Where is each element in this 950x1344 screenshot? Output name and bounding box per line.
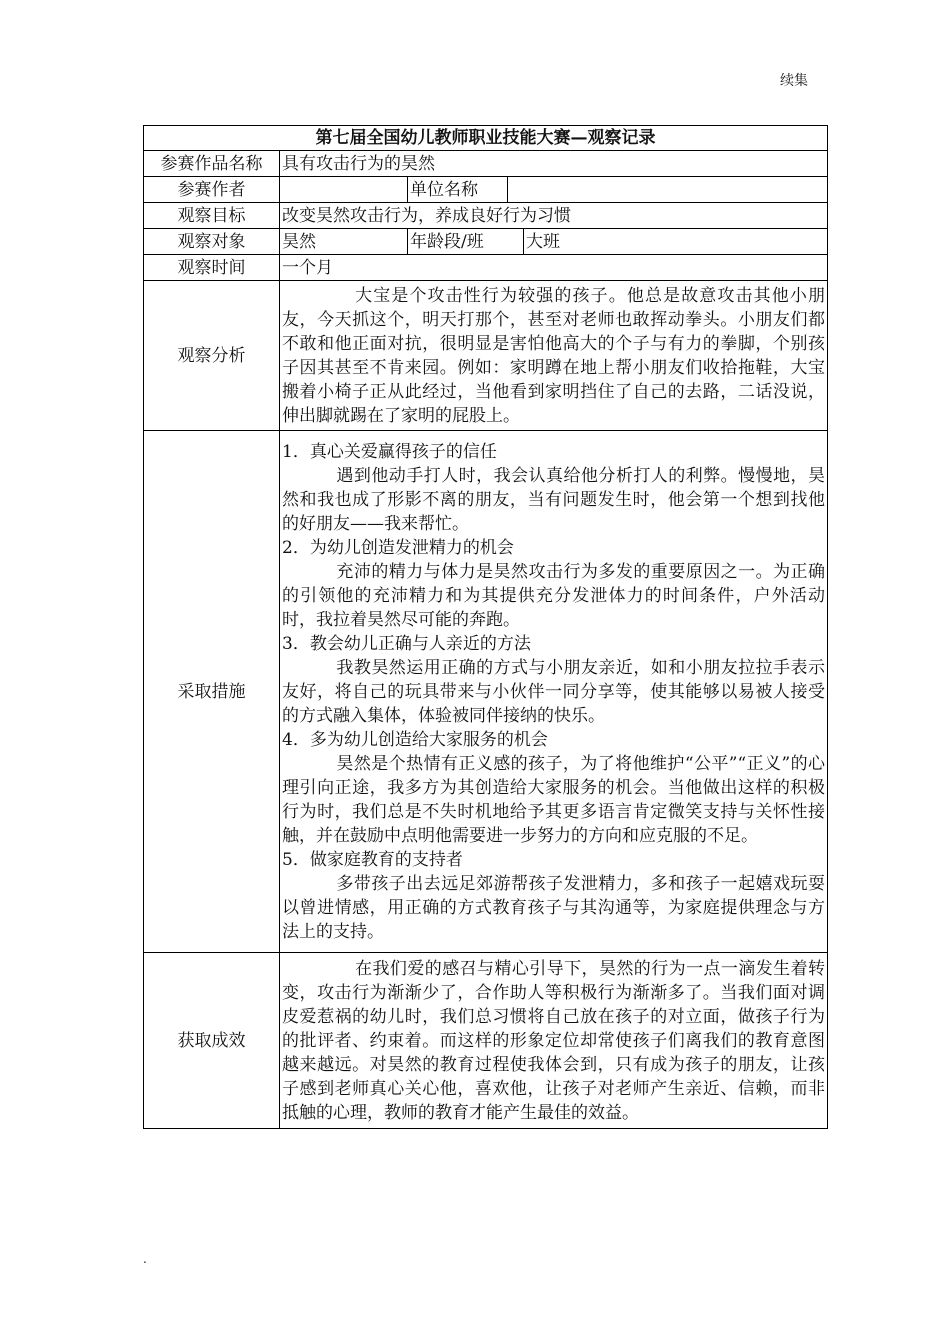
unit-name-value [508, 177, 828, 203]
time-label: 观察时间 [144, 255, 280, 281]
age-class-label: 年龄段/班 [408, 229, 524, 255]
analysis-text-cell [280, 281, 828, 431]
page-header-note: 续集 [780, 73, 808, 89]
measures-cell [280, 431, 828, 953]
unit-name-label: 单位名称 [408, 177, 508, 203]
analysis-label: 观察分析 [144, 281, 280, 431]
measure-text: 多带孩子出去远足郊游帮孩子发泄精力，多和孩子一起嬉戏玩耍以曾进情感，用正确的方式教育孩子与其沟通等，为家庭提供理念与方法上的支持。 [282, 873, 825, 942]
measure-heading: 4．多为幼儿创造给大家服务的机会 [282, 729, 548, 750]
goal-label: 观察目标 [144, 203, 280, 229]
measures-label: 采取措施 [144, 431, 280, 953]
time-value: 一个月 [280, 255, 828, 281]
footer-mark: . [143, 1252, 147, 1266]
observation-record-table [143, 125, 828, 1129]
results-label: 获取成效 [144, 953, 280, 1129]
age-class-value: 大班 [524, 229, 828, 255]
analysis-text: 大宝是个攻击性行为较强的孩子。他总是故意攻击其他小朋友，今天抓这个，明天打那个，甚至对老师也敢挥动拳头。小朋友们都不敢和他正面对抗，很明显是害怕他高大的个子与有力的拳脚，个别孩子因其甚至不肯来园。例如：家明蹲在地上帮小朋友们收拾拖鞋，大宝搬着小椅子正从此经过，当他看到家明挡住了自己的去路，二话没说，伸出脚就踢在了家明的屁股上。 [282, 285, 825, 426]
subject-label: 观察对象 [144, 229, 280, 255]
measure-heading: 5．做家庭教育的支持者 [282, 849, 463, 870]
subject-value: 昊然 [280, 229, 408, 255]
results-text-cell [280, 953, 828, 1129]
work-name-label: 参赛作品名称 [144, 151, 280, 177]
measure-heading: 3．教会幼儿正确与人亲近的方法 [282, 633, 531, 654]
author-value [280, 177, 408, 203]
measure-text: 遇到他动手打人时，我会认真给他分析打人的利弊。慢慢地，昊然和我也成了形影不离的朋友，当有问题发生时，他会第一个想到找他的好朋友——我来帮忙。 [282, 465, 825, 534]
measure-text: 我教昊然运用正确的方式与小朋友亲近，如和小朋友拉拉手表示友好，将自己的玩具带来与小伙伴一同分享等，使其能够以易被人接受的方式融入集体，体验被同伴接纳的快乐。 [282, 657, 825, 726]
measure-text: 昊然是个热情有正义感的孩子，为了将他维护“公平”“正义”的心理引向正途，我多方为其创造给大家服务的机会。当他做出这样的积极行为时，我们总是不失时机地给予其更多语言肯定微笑支持与关怀性接触，并在鼓励中点明他需要进一步努力的方向和应克服的不足。 [282, 753, 825, 846]
measure-heading: 2．为幼儿创造发泄精力的机会 [282, 537, 514, 558]
results-text: 在我们爱的感召与精心引导下，昊然的行为一点一滴发生着转变，攻击行为渐渐少了，合作助人等积极行为渐渐多了。当我们面对调皮爱惹祸的幼儿时，我们总习惯将自己放在孩子的对立面，做孩子行为的批评者、约束着。而这样的形象定位却常使孩子们离我们的教育意图越来越远。对昊然的教育过程使我体会到，只有成为孩子的朋友，让孩子感到老师真心关心他，喜欢他，让孩子对老师产生亲近、信赖，而非抵触的心理，教师的教育才能产生最佳的效益。 [282, 958, 825, 1123]
measure-heading: 1．真心关爱赢得孩子的信任 [282, 441, 497, 462]
work-name-value: 具有攻击行为的昊然 [280, 151, 828, 177]
record-title: 第七届全国幼儿教师职业技能大赛—观察记录 [144, 126, 828, 151]
goal-value: 改变昊然攻击行为，养成良好行为习惯 [280, 203, 828, 229]
measure-text: 充沛的精力与体力是昊然攻击行为多发的重要原因之一。为正确的引领他的充沛精力和为其提供充分发泄体力的时间条件，户外活动时，我拉着昊然尽可能的奔跑。 [282, 561, 825, 630]
author-label: 参赛作者 [144, 177, 280, 203]
